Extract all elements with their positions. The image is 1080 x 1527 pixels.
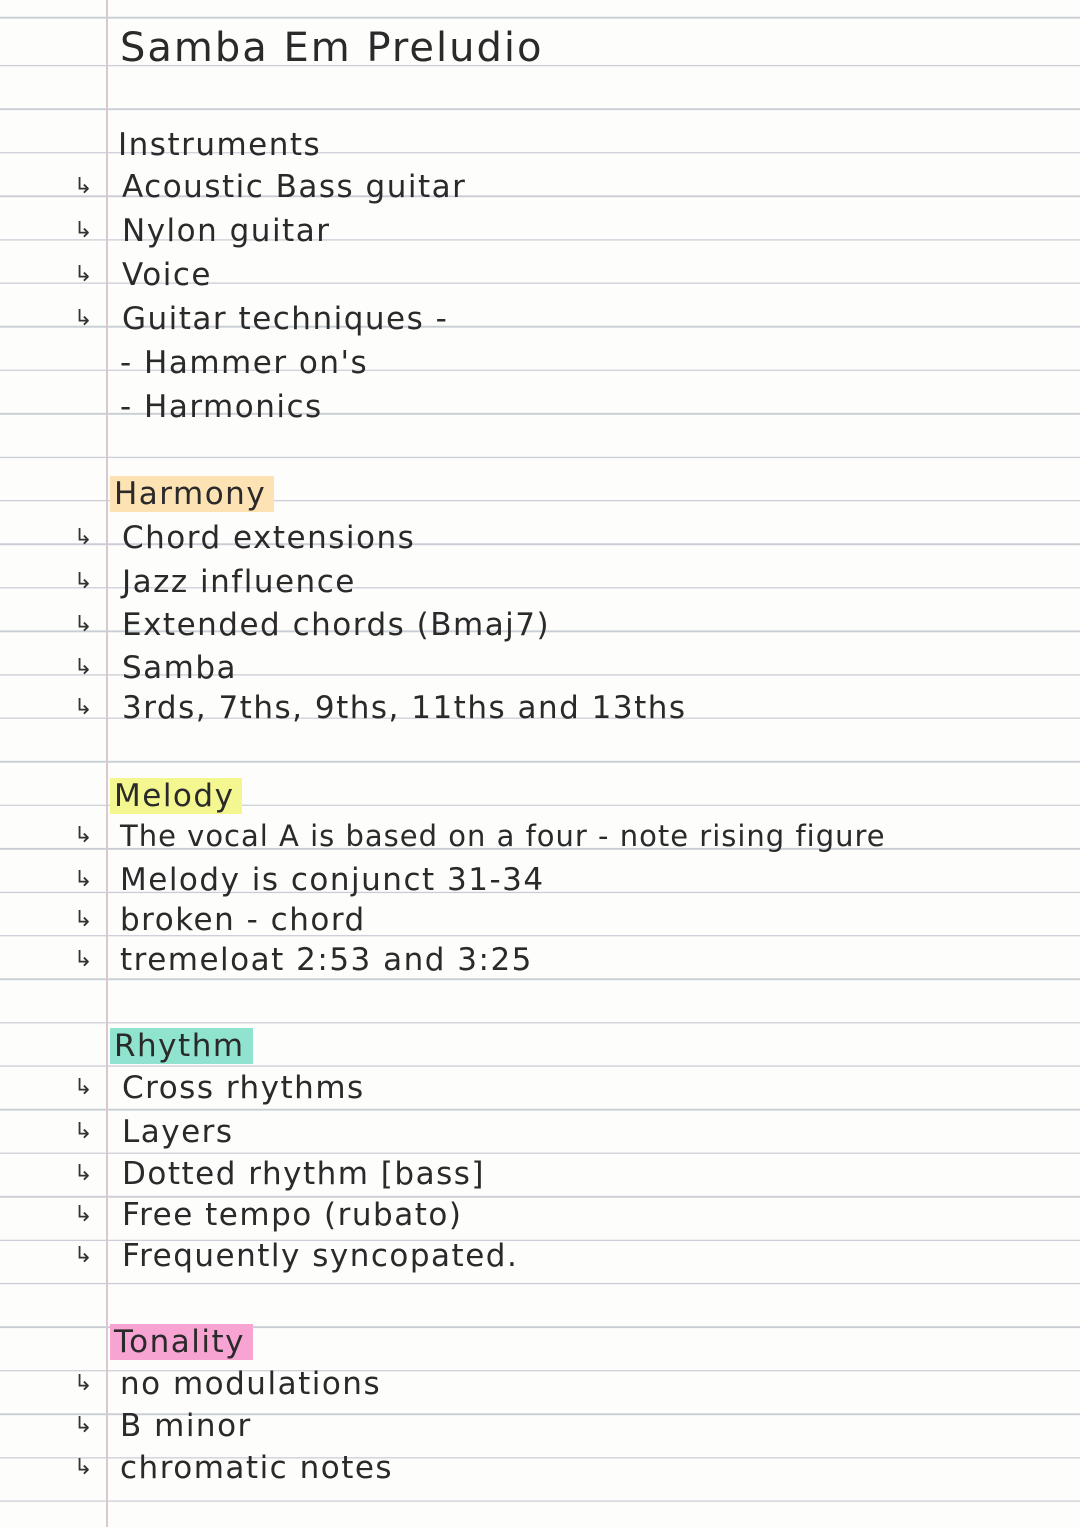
list-item: tremeloat 2:53 and 3:25 bbox=[120, 942, 533, 978]
arrow-icon: ↳ bbox=[74, 1161, 93, 1186]
list-item: The vocal A is based on a four - note rising figure bbox=[120, 819, 886, 853]
arrow-icon: ↳ bbox=[74, 1243, 93, 1268]
heading-text: Harmony bbox=[110, 476, 274, 512]
list-item: Nylon guitar bbox=[122, 213, 331, 249]
list-item: B minor bbox=[120, 1408, 252, 1444]
page-title: Samba Em Preludio bbox=[120, 25, 544, 71]
arrow-icon: ↳ bbox=[74, 1455, 93, 1480]
arrow-icon: ↳ bbox=[74, 947, 93, 972]
list-item: broken - chord bbox=[120, 902, 366, 938]
sub-list-item: - Hammer on's bbox=[120, 345, 369, 381]
arrow-icon: ↳ bbox=[74, 1371, 93, 1396]
arrow-icon: ↳ bbox=[74, 907, 93, 932]
list-item: Extended chords (Bmaj7) bbox=[122, 607, 551, 643]
arrow-icon: ↳ bbox=[74, 655, 93, 680]
arrow-icon: ↳ bbox=[74, 1075, 93, 1100]
section-heading-rhythm bbox=[110, 1026, 253, 1066]
arrow-icon: ↳ bbox=[74, 867, 93, 892]
list-item: Free tempo (rubato) bbox=[122, 1197, 463, 1233]
section-heading-melody bbox=[110, 776, 242, 816]
heading-text: Tonality bbox=[110, 1324, 253, 1360]
list-item: no modulations bbox=[120, 1366, 382, 1402]
section-heading-instruments: Instruments bbox=[118, 127, 322, 163]
arrow-icon: ↳ bbox=[74, 262, 93, 287]
arrow-icon: ↳ bbox=[74, 1413, 93, 1438]
margin-line bbox=[106, 0, 108, 1527]
heading-text: Melody bbox=[110, 778, 242, 814]
arrow-icon: ↳ bbox=[74, 612, 93, 637]
section-heading-harmony bbox=[110, 474, 274, 514]
arrow-icon: ↳ bbox=[74, 823, 93, 848]
list-item: 3rds, 7ths, 9ths, 11ths and 13ths bbox=[122, 690, 687, 726]
arrow-icon: ↳ bbox=[74, 1119, 93, 1144]
sub-list-item: - Harmonics bbox=[120, 389, 323, 425]
arrow-icon: ↳ bbox=[74, 569, 93, 594]
section-heading-tonality bbox=[110, 1322, 253, 1362]
arrow-icon: ↳ bbox=[74, 1202, 93, 1227]
list-item: Voice bbox=[122, 257, 212, 293]
list-item: Acoustic Bass guitar bbox=[122, 169, 467, 205]
list-item: chromatic notes bbox=[120, 1450, 394, 1486]
list-item: Guitar techniques - bbox=[122, 301, 449, 337]
list-item: Dotted rhythm [bass] bbox=[122, 1156, 485, 1192]
arrow-icon: ↳ bbox=[74, 306, 93, 331]
heading-text: Rhythm bbox=[110, 1028, 253, 1064]
arrow-icon: ↳ bbox=[74, 174, 93, 199]
list-item: Jazz influence bbox=[122, 564, 356, 600]
list-item: Cross rhythms bbox=[122, 1070, 365, 1106]
arrow-icon: ↳ bbox=[74, 695, 93, 720]
list-item: Samba bbox=[122, 650, 238, 686]
list-item: Melody is conjunct 31-34 bbox=[120, 862, 545, 898]
list-item: Chord extensions bbox=[122, 520, 416, 556]
list-item: Frequently syncopated. bbox=[122, 1238, 519, 1274]
list-item: Layers bbox=[122, 1114, 234, 1150]
arrow-icon: ↳ bbox=[74, 218, 93, 243]
arrow-icon: ↳ bbox=[74, 525, 93, 550]
